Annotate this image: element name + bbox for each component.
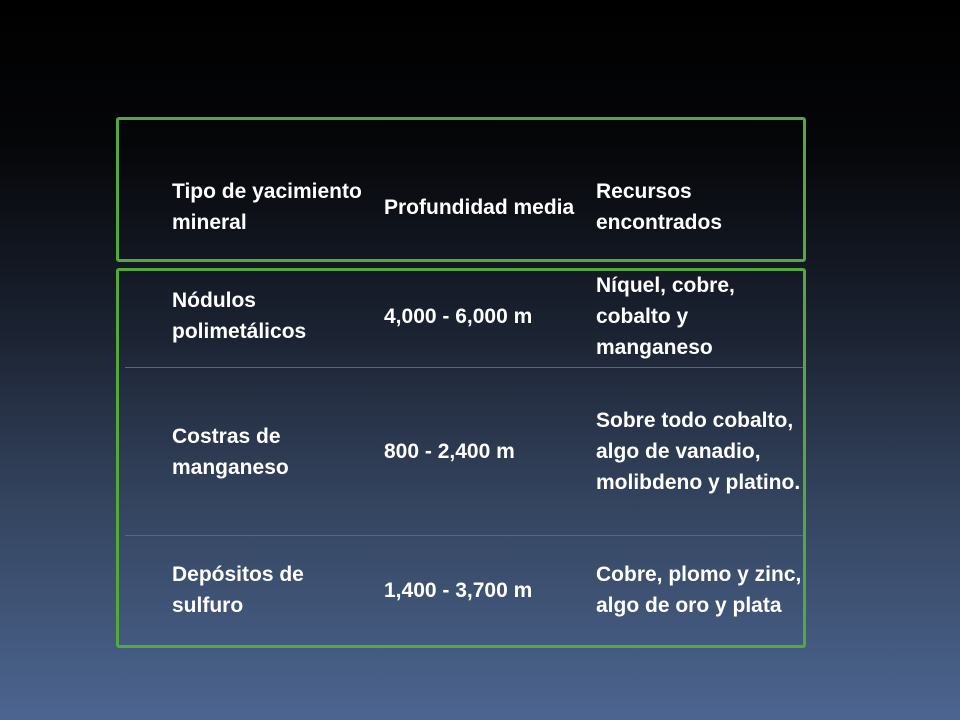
header-cell-profundidad: Profundidad media: [384, 195, 575, 219]
header-cell-tipo: Tipo de yacimiento mineral: [172, 180, 362, 234]
table-cell: Costras de manganeso: [172, 424, 289, 479]
table-cell: Níquel, cobre, cobalto y manganeso: [596, 273, 735, 359]
table-cell: 800 - 2,400 m: [384, 440, 515, 463]
table-cell: Depósitos de sulfuro: [172, 563, 304, 617]
table-cell: Sobre todo cobalto, algo de vanadio, molibdeno y platino.: [596, 409, 801, 494]
header-cell-recursos: Recursos encontrados: [596, 180, 723, 234]
table-cell: Cobre, plomo y zinc, algo de oro y plata: [596, 563, 802, 617]
row-divider: [125, 367, 803, 368]
row-divider: [125, 535, 803, 536]
table-cell: 4,000 - 6,000 m: [384, 304, 533, 328]
table-cell: Nódulos polimetálicos: [172, 289, 307, 343]
table-cell: 1,400 - 3,700 m: [384, 578, 533, 602]
